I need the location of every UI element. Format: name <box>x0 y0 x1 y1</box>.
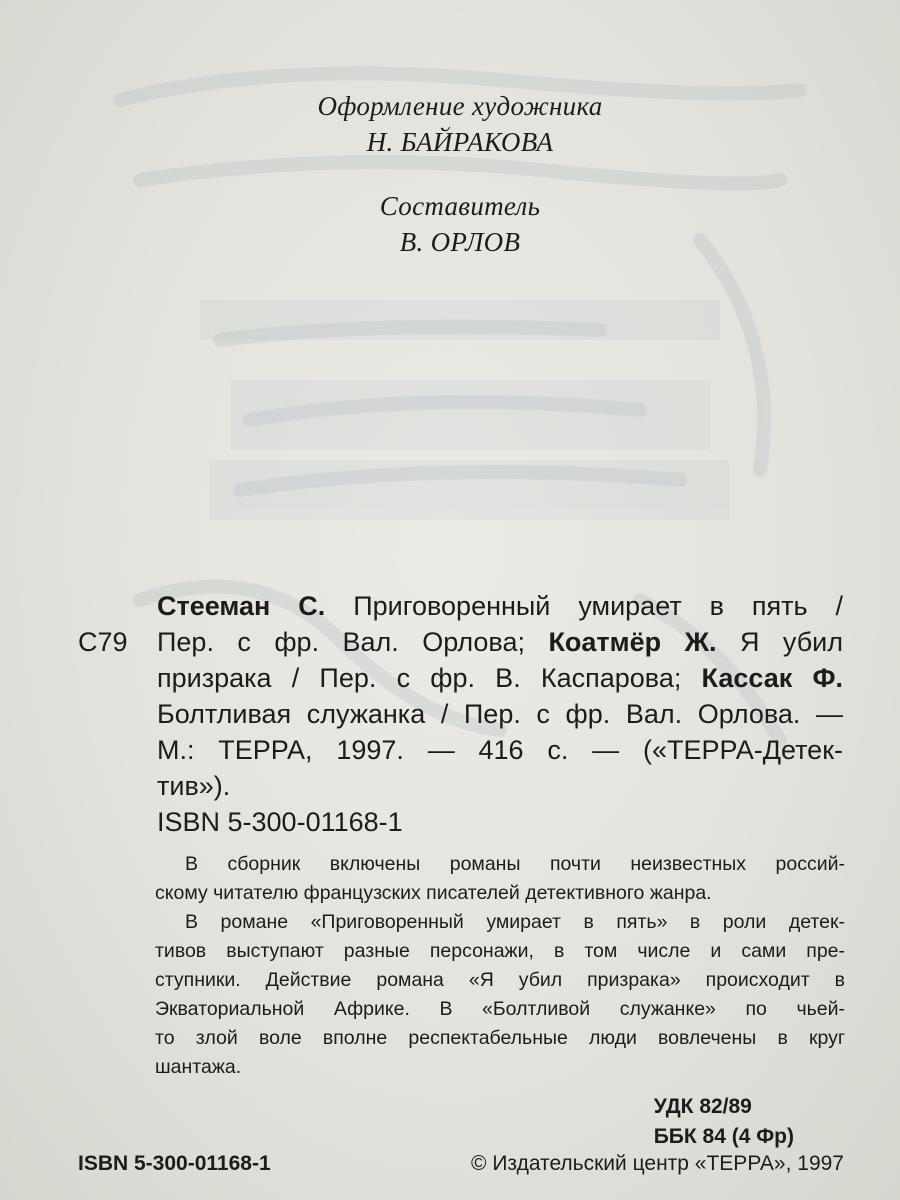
author-steeman: Стееман С. <box>157 591 326 621</box>
footer-isbn: ISBN 5-300-01168-1 <box>78 1152 271 1175</box>
compiler-label: Составитель <box>379 191 541 221</box>
annotation-paragraph: В сборник включены романы почти неизвестных россий- <box>185 853 845 875</box>
annotation-paragraph: В романе «Приговоренный умирает в пять» в роли детек- <box>185 911 845 933</box>
author-cassak: Кассак Ф. <box>701 663 844 693</box>
copyright-notice: © Издательский центр «ТЕРРА», 1997 <box>471 1152 844 1175</box>
catalog-line: тив»). <box>157 771 231 801</box>
author-coatmeur: Коатмёр Ж. <box>548 627 717 657</box>
compiler-credit <box>0 188 900 260</box>
compiler-name: В. ОРЛОВ <box>399 227 521 257</box>
bbk-code: ББК 84 (4 Фр) <box>653 1125 794 1148</box>
catalog-code: С79 <box>78 627 128 657</box>
catalog-line: Стееман С. Приговоренный умирает в пять / <box>157 591 844 621</box>
catalog-line: М.: ТЕРРА, 1997. — 416 с. — («ТЕРРА-Детек- <box>157 735 843 765</box>
artist-credit <box>0 88 900 160</box>
artist-label: Оформление художника <box>317 91 603 121</box>
udk-code: УДК 82/89 <box>653 1095 752 1118</box>
classification-codes <box>654 1092 794 1152</box>
catalog-line: Болтливая служанка / Пер. с фр. Вал. Орлова. — <box>157 699 843 729</box>
catalog-isbn: ISBN 5-300-01168-1 <box>157 807 403 837</box>
catalog-line: С79 Пер. с фр. Вал. Орлова; Коатмёр Ж. Я убил <box>78 624 843 660</box>
artist-name: Н. БАЙРАКОВА <box>366 127 554 157</box>
catalog-line: призрака / Пер. с фр. В. Каспарова; Кассак Ф. <box>157 663 844 693</box>
book-annotation: В сборник включены романы почти неизвестных россий- скому читателю французских писателей детективного жанра. В романе «Приговоренный умирает в пять» в роли детек- тивов выступают разные персонажи, в том числе и сами пре- ступники. Действие романа «Я убил призрака» происходит в Экваториальной Африке. В «Болтливой служанке» по чьей- то злой воле вполне респектабельные люди вовлечены в круг шантажа. <box>155 850 845 1082</box>
catalog-record <box>78 588 843 840</box>
